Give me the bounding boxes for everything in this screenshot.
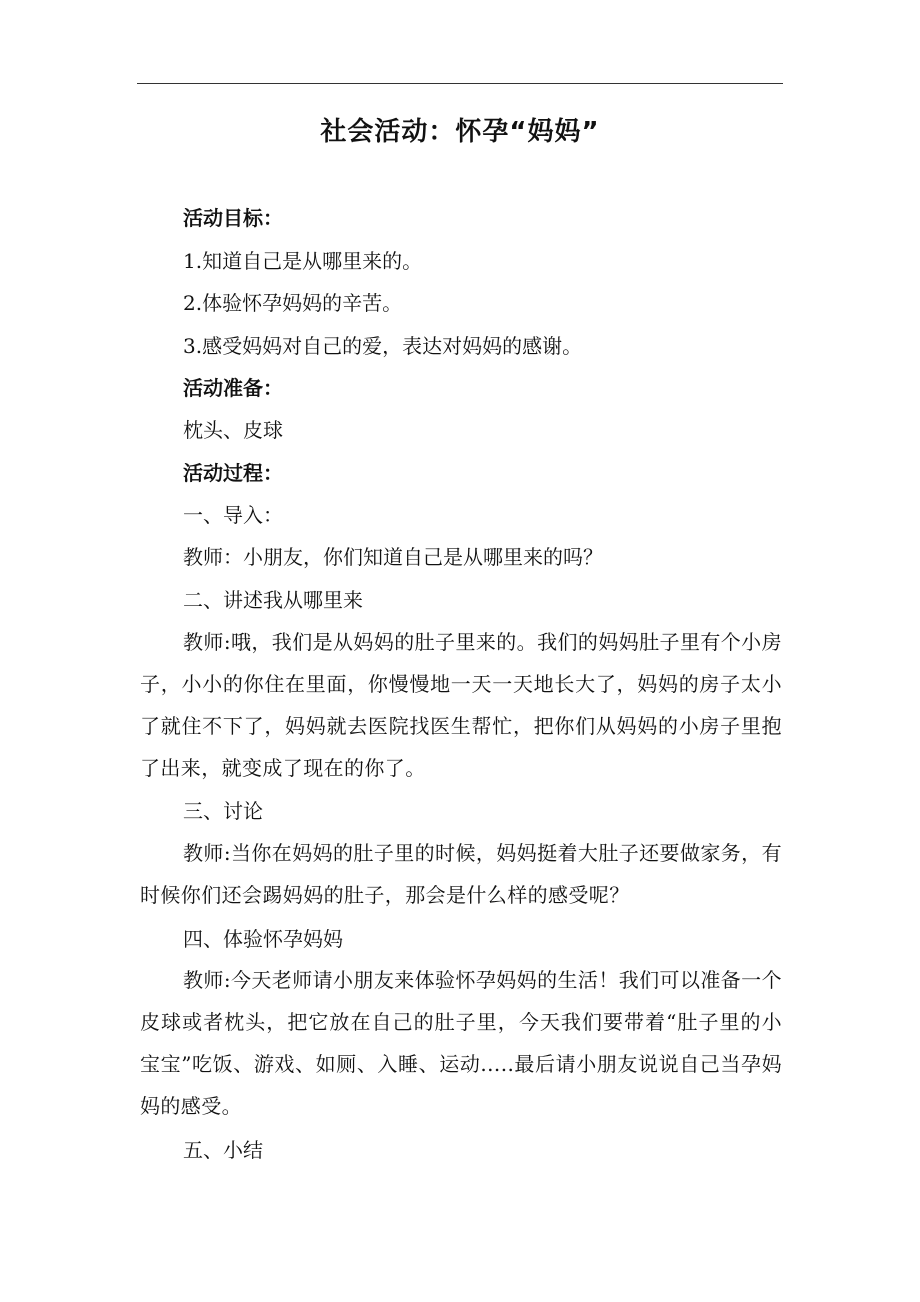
- section-text-3: 教师:当你在妈妈的肚子里的时候，妈妈挺着大肚子还要做家务，有时候你们还会踢妈妈的肚子，那会是什么样的感受呢？: [140, 841, 782, 907]
- section-heading-2: 二、讲述我从哪里来: [183, 588, 363, 612]
- section-text-2: 教师:哦，我们是从妈妈的肚子里来的。我们的妈妈肚子里有个小房子，小小的你住在里面，你慢慢地一天一天地长大了，妈妈的房子太小了就住不下了，妈妈就去医院找医生帮忙，把你们从妈妈的小房子里抱了出来，就变成了现在的你了。: [140, 630, 782, 780]
- goal-item-1: 1.知道自己是从哪里来的。: [183, 249, 423, 273]
- section-text-4: 教师:今天老师请小朋友来体验怀孕妈妈的生活！我们可以准备一个皮球或者枕头，把它放在自己的肚子里，今天我们要带着“肚子里的小宝宝”吃饭、游戏、如厕、入睡、运动.....最后请小朋友说说自己当孕妈妈的感受。: [140, 968, 782, 1118]
- goal-item-2: 2.体验怀孕妈妈的辛苦。: [183, 291, 403, 315]
- section-heading-5: 五、小结: [183, 1138, 263, 1162]
- section-text-1: 教师：小朋友，你们知道自己是从哪里来的吗？: [183, 545, 603, 569]
- section-heading-3: 三、讨论: [183, 799, 263, 823]
- section-heading-4: 四、体验怀孕妈妈: [183, 927, 343, 951]
- process-heading: 活动过程：: [183, 461, 283, 485]
- header-rule: [137, 83, 783, 84]
- goal-item-3: 3.感受妈妈对自己的爱，表达对妈妈的感谢。: [183, 334, 583, 358]
- prep-items: 枕头、皮球: [183, 418, 283, 442]
- document-title: 社会活动：怀孕“妈妈”: [320, 117, 600, 147]
- goals-heading: 活动目标：: [183, 206, 283, 230]
- prep-heading: 活动准备：: [183, 376, 283, 400]
- section-heading-1: 一、导入：: [183, 503, 283, 527]
